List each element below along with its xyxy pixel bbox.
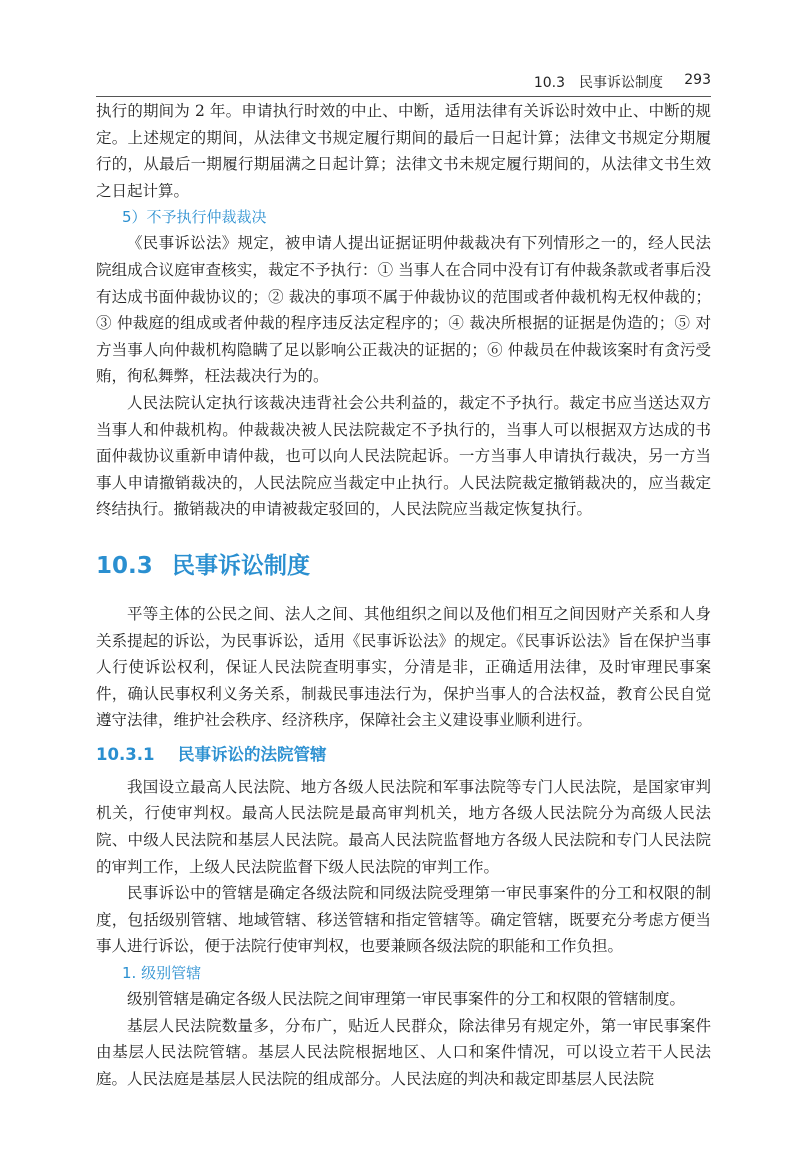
heading-level-jurisdiction: 1. 级别管辖 — [122, 964, 202, 983]
paragraph-refuse-conditions: 《民事诉讼法》规定，被申请人提出证据证明仲裁裁决有下列情形之一的，经人民法院组成合议庭审查核实，裁定不予执行：① 当事人在合同中没有订有仲裁条款或者事后没有达成书面仲裁协议的；② 裁决的事项不属于仲裁协议的范围或者仲裁机构无权仲裁的；③ 仲裁庭的组成或者仲裁的程序违反法定程序的；④ 裁决所根据的证据是伪造的；⑤ 对方当事人向仲裁机构隐瞒了足以影响公正裁决的证据的；⑥ 仲裁员在仲裁该案时有贪污受贿，徇私舞弊，枉法裁决行为的。 — [96, 234, 711, 386]
subsection-title: 民事诉讼的法院管辖 — [178, 744, 327, 764]
page-body — [96, 98, 711, 1092]
running-header — [96, 68, 711, 97]
section-number: 10.3 — [96, 552, 153, 579]
subsection-heading — [96, 742, 711, 768]
paragraph-civil-litigation-intro: 平等主体的公民之间、法人之间、其他组织之间以及他们相互之间因财产关系和人身关系提起的诉讼，为民事诉讼，适用《民事诉讼法》的规定。《民事诉讼法》旨在保护当事人行使诉讼权利，保证人民法院查明事实，分清是非，正确适用法律，及时审理民事案件，确认民事权利义务关系，制裁民事违法行为，保护当事人的合法权益，教育公民自觉遵守法律，维护社会秩序、经济秩序，保障社会主义建设事业顺利进行。 — [96, 604, 711, 730]
page-number: 293 — [684, 72, 711, 88]
paragraph-execution-period: 执行的期间为 2 年。申请执行时效的中止、中断，适用法律有关诉讼时效中止、中断的规定。上述规定的期间，从法律文书规定履行期间的最后一日起计算；法律文书规定分期履行的，从最后一期履行期届满之日起计算；法律文书未规定履行期间的，从法律文书生效之日起计算。 — [96, 102, 711, 200]
paragraph-level-jurisdiction: 级别管辖是确定各级人民法院之间审理第一审民事案件的分工和权限的管辖制度。 — [127, 990, 686, 1009]
header-section-title: 10.3 民事诉讼制度 — [533, 75, 663, 91]
paragraph-basic-courts: 基层人民法院数量多，分布广，贴近人民群众，除法律另有规定外，第一审民事案件由基层人民法院管辖。基层人民法院根据地区、人口和案件情况，可以设立若干人民法庭。人民法庭是基层人民法院的组成部分。人民法庭的判决和裁定即基层人民法院 — [96, 1016, 711, 1088]
section-title: 民事诉讼制度 — [172, 552, 310, 579]
paragraph-jurisdiction-definition: 民事诉讼中的管辖是确定各级法院和同级法院受理第一审民事案件的分工和权限的制度，包括级别管辖、地域管辖、移送管辖和指定管辖等。确定管辖，既要充分考虑方便当事人进行诉讼，便于法院行使审判权，也要兼顾各级法院的职能和工作负担。 — [96, 884, 711, 956]
heading-refuse-enforcement: 5）不予执行仲裁裁决 — [122, 208, 267, 227]
section-heading — [96, 551, 711, 581]
paragraph-court-system: 我国设立最高人民法院、地方各级人民法院和军事法院等专门人民法院，是国家审判机关，行使审判权。最高人民法院是最高审判机关，地方各级人民法院分为高级人民法院、中级人民法院和基层人民法院。最高人民法院监督地方各级人民法院和专门人民法院的审判工作，上级人民法院监督下级人民法院的审判工作。 — [96, 777, 711, 876]
paragraph-public-interest: 人民法院认定执行该裁决违背社会公共利益的，裁定不予执行。裁定书应当送达双方当事人和仲裁机构。仲裁裁决被人民法院裁定不予执行的，当事人可以根据双方达成的书面仲裁协议重新申请仲裁，也可以向人民法院起诉。一方当事人申请执行裁决，另一方当事人申请撤销裁决的，人民法院应当裁定中止执行。人民法院裁定撤销裁决的，应当裁定终结执行。撤销裁决的申请被裁定驳回的，人民法院应当裁定恢复执行。 — [96, 393, 711, 519]
subsection-number: 10.3.1 — [96, 744, 155, 764]
